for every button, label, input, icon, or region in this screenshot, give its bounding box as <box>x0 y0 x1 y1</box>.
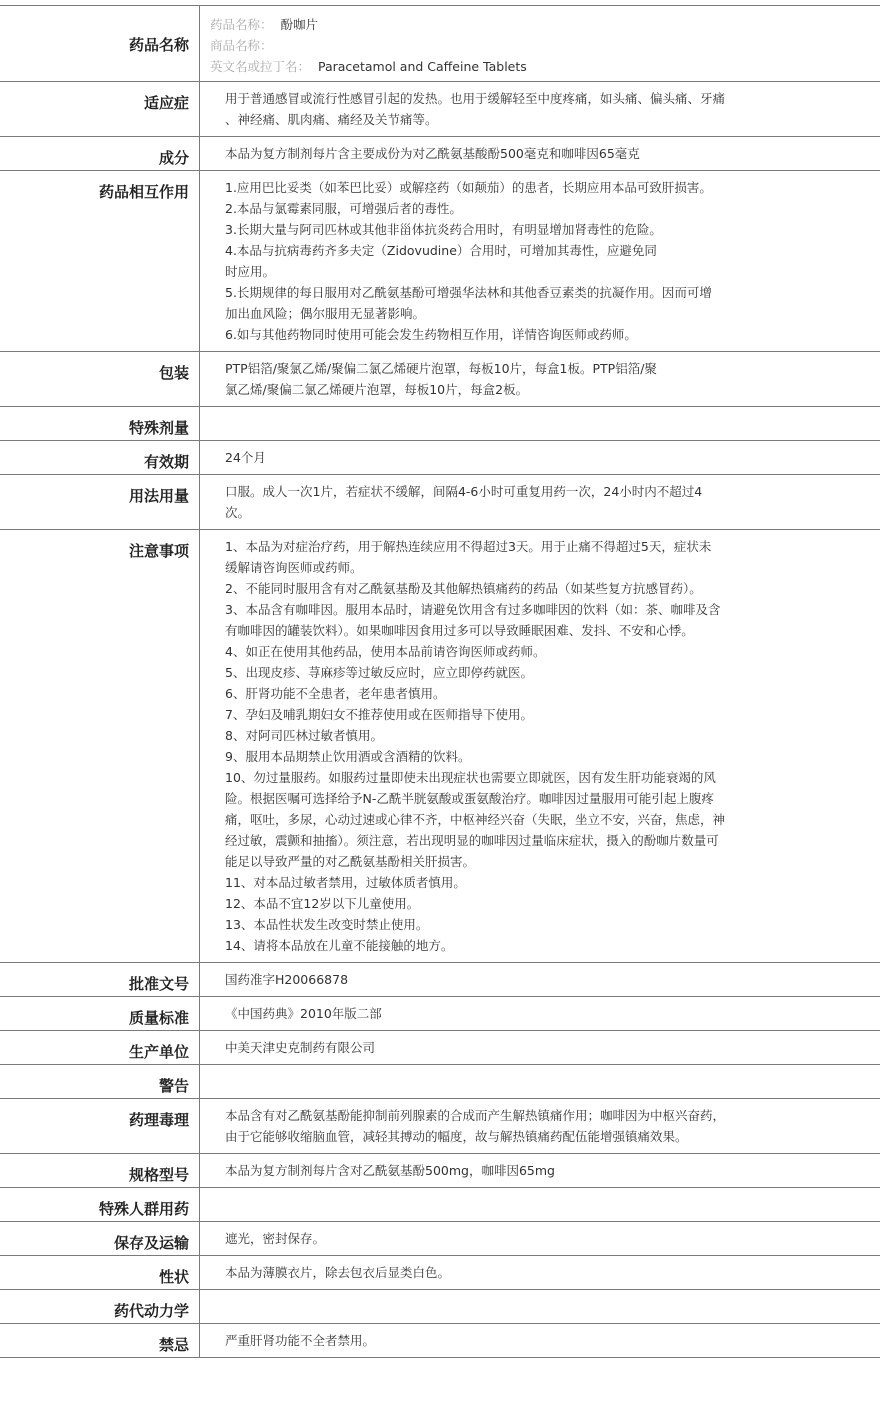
text-line: 5、出现皮疹、荨麻疹等过敏反应时，应立即停药就医。 <box>225 665 533 680</box>
text-line: 能足以导致严量的对乙酰氨基酚相关肝损害。 <box>225 854 476 869</box>
generic-name-value: 酚咖片 <box>280 17 318 32</box>
row-label: 警告 <box>0 1065 200 1098</box>
row-label: 特殊人群用药 <box>0 1188 200 1221</box>
row-label: 药品相互作用 <box>0 171 200 351</box>
table-row <box>0 1290 880 1324</box>
row-value <box>200 1031 880 1064</box>
table-row <box>0 530 880 963</box>
text-line: 11、对本品过敏者禁用，过敏体质者慎用。 <box>225 875 466 890</box>
english-name-line <box>210 56 790 77</box>
row-value <box>200 352 880 406</box>
table-row <box>0 441 880 475</box>
text-line: 14、请将本品放在儿童不能接触的地方。 <box>225 938 454 953</box>
text-line: 痛，呕吐，多尿，心动过速或心律不齐，中枢神经兴奋（失眠，坐立不安，兴奋，焦虑，神 <box>225 812 726 827</box>
text-line: 2、不能同时服用含有对乙酰氨基酚及其他解热镇痛药的药品（如某些复方抗感冒药）。 <box>225 581 702 596</box>
table-row <box>0 1256 880 1290</box>
row-label: 包装 <box>0 352 200 406</box>
english-name-key: 英文名或拉丁名： <box>210 59 311 74</box>
text-line: 1、本品为对症治疗药，用于解热连续应用不得超过3天。用于止痛不得超过5天，症状未 <box>225 539 712 554</box>
text-line: 3.长期大量与阿司匹林或其他非甾体抗炎药合用时，有明显增加肾毒性的危险。 <box>225 222 662 237</box>
text-line: 次。 <box>225 505 251 520</box>
text-line: 险。根据医嘱可选择给予N-乙酰半胱氨酸或蛋氨酸治疗。咖啡因过量服用可能引起上腹疼 <box>225 791 714 806</box>
row-value <box>200 1188 880 1221</box>
row-label: 药代动力学 <box>0 1290 200 1323</box>
row-label: 批准文号 <box>0 963 200 996</box>
text-line: PTP铝箔/聚氯乙烯/聚偏二氯乙烯硬片泡罩，每板10片，每盒1板。PTP铝箔/聚 <box>225 361 657 376</box>
row-label: 质量标准 <box>0 997 200 1030</box>
drug-info-table <box>0 5 880 1358</box>
row-label: 适应症 <box>0 82 200 136</box>
table-row <box>0 171 880 352</box>
text-line: 8、对阿司匹林过敏者慎用。 <box>225 728 383 743</box>
table-row <box>0 963 880 997</box>
table-row <box>0 1099 880 1154</box>
row-label: 保存及运输 <box>0 1222 200 1255</box>
row-label: 药品名称 <box>0 6 200 81</box>
row-value <box>200 1065 880 1098</box>
row-label: 性状 <box>0 1256 200 1289</box>
trade-name-line <box>210 35 790 56</box>
row-label: 禁忌 <box>0 1324 200 1357</box>
table-row <box>0 137 880 171</box>
text-line: 加出血风险；偶尔服用无显著影响。 <box>225 306 426 321</box>
table-row <box>0 352 880 407</box>
text-line: 24个月 <box>225 450 266 465</box>
text-line: 6.如与其他药物同时使用可能会发生药物相互作用，详情咨询医师或药师。 <box>225 327 637 342</box>
text-line: 由于它能够收缩脑血管，减轻其搏动的幅度，故与解热镇痛药配伍能增强镇痛效果。 <box>225 1129 688 1144</box>
trade-name-key: 商品名称： <box>210 38 273 53</box>
row-value <box>200 1154 880 1187</box>
row-label: 生产单位 <box>0 1031 200 1064</box>
table-row <box>0 1031 880 1065</box>
text-line: 严重肝肾功能不全者禁用。 <box>225 1333 376 1348</box>
text-line: 1.应用巴比妥类（如苯巴比妥）或解痉药（如颠茄）的患者，长期应用本品可致肝损害。 <box>225 180 712 195</box>
text-line: 6、肝肾功能不全患者，老年患者慎用。 <box>225 686 446 701</box>
table-row <box>0 82 880 137</box>
text-line: 缓解请咨询医师或药师。 <box>225 560 363 575</box>
row-value <box>200 1256 880 1289</box>
row-value <box>200 137 880 170</box>
row-label: 用法用量 <box>0 475 200 529</box>
row-value <box>200 407 880 440</box>
text-line: 、神经痛、肌肉痛、痛经及关节痛等。 <box>225 112 438 127</box>
table-row <box>0 1324 880 1358</box>
generic-name-line <box>210 14 790 35</box>
table-row <box>0 997 880 1031</box>
text-line: 氯乙烯/聚偏二氯乙烯硬片泡罩，每板10片，每盒2板。 <box>225 382 529 397</box>
table-row <box>0 475 880 530</box>
row-label: 药理毒理 <box>0 1099 200 1153</box>
text-line: 中美天津史克制药有限公司 <box>225 1040 376 1055</box>
table-row <box>0 1154 880 1188</box>
text-line: 时应用。 <box>225 264 276 279</box>
row-value <box>200 1222 880 1255</box>
row-value <box>200 1099 880 1153</box>
text-line: 本品为复方制剂每片含对乙酰氨基酚500mg，咖啡因65mg <box>225 1163 555 1178</box>
row-value <box>200 475 880 529</box>
row-label: 有效期 <box>0 441 200 474</box>
row-value <box>200 963 880 996</box>
text-line: 口服。成人一次1片，若症状不缓解，间隔4-6小时可重复用药一次，24小时内不超过4 <box>225 484 703 499</box>
table-row <box>0 1065 880 1099</box>
text-line: 12、本品不宜12岁以下儿童使用。 <box>225 896 420 911</box>
text-line: 4、如正在使用其他药品，使用本品前请咨询医师或药师。 <box>225 644 546 659</box>
text-line: 3、本品含有咖啡因。服用本品时，请避免饮用含有过多咖啡因的饮料（如：茶、咖啡及含 <box>225 602 721 617</box>
text-line: 遮光，密封保存。 <box>225 1231 326 1246</box>
text-line: 7、孕妇及哺乳期妇女不推荐使用或在医师指导下使用。 <box>225 707 533 722</box>
text-line: 本品为复方制剂每片含主要成份为对乙酰氨基酸酚500毫克和咖啡因65毫克 <box>225 146 640 161</box>
text-line: 用于普通感冒或流行性感冒引起的发热。也用于缓解轻至中度疼痛，如头痛、偏头痛、牙痛 <box>225 91 726 106</box>
text-line: 4.本品与抗病毒药齐多夫定（Zidovudine）合用时，可增加其毒性，应避免同 <box>225 243 657 258</box>
table-row <box>0 1222 880 1256</box>
text-line: 10、勿过量服药。如服药过量即使未出现症状也需要立即就医，因有发生肝功能衰竭的风 <box>225 770 716 785</box>
english-name-value: Paracetamol and Caffeine Tablets <box>317 59 527 74</box>
text-line: 本品为薄膜衣片，除去包衣后显类白色。 <box>225 1265 451 1280</box>
row-value <box>200 6 880 81</box>
text-line: 《中国药典》2010年版二部 <box>225 1006 382 1021</box>
text-line: 2.本品与氯霉素同服，可增强后者的毒性。 <box>225 201 462 216</box>
row-drug-name <box>0 6 880 82</box>
row-value <box>200 82 880 136</box>
text-line: 有咖啡因的罐装饮料）。如果咖啡因食用过多可以导致睡眠困难、发抖、不安和心悸。 <box>225 623 694 638</box>
row-label: 成分 <box>0 137 200 170</box>
row-value <box>200 441 880 474</box>
text-line: 国药准字H20066878 <box>225 972 349 987</box>
row-value <box>200 530 880 962</box>
text-line: 9、服用本品期禁止饮用酒或含酒精的饮料。 <box>225 749 471 764</box>
table-row <box>0 1188 880 1222</box>
text-line: 经过敏，震颤和抽搐）。须注意，若出现明显的咖啡因过量临床症状，摄入的酚咖片数量可 <box>225 833 719 848</box>
row-value <box>200 997 880 1030</box>
row-value <box>200 1324 880 1357</box>
text-line: 本品含有对乙酰氨基酚能抑制前列腺素的合成而产生解热镇痛作用；咖啡因为中枢兴奋药， <box>225 1108 726 1123</box>
generic-name-key: 药品名称： <box>210 17 273 32</box>
table-row <box>0 407 880 441</box>
row-label: 特殊剂量 <box>0 407 200 440</box>
row-label: 注意事项 <box>0 530 200 962</box>
text-line: 13、本品性状发生改变时禁止使用。 <box>225 917 429 932</box>
text-line: 5.长期规律的每日服用对乙酰氨基酚可增强华法林和其他香豆素类的抗凝作用。因而可增 <box>225 285 712 300</box>
row-value <box>200 1290 880 1323</box>
row-value <box>200 171 880 351</box>
row-label: 规格型号 <box>0 1154 200 1187</box>
